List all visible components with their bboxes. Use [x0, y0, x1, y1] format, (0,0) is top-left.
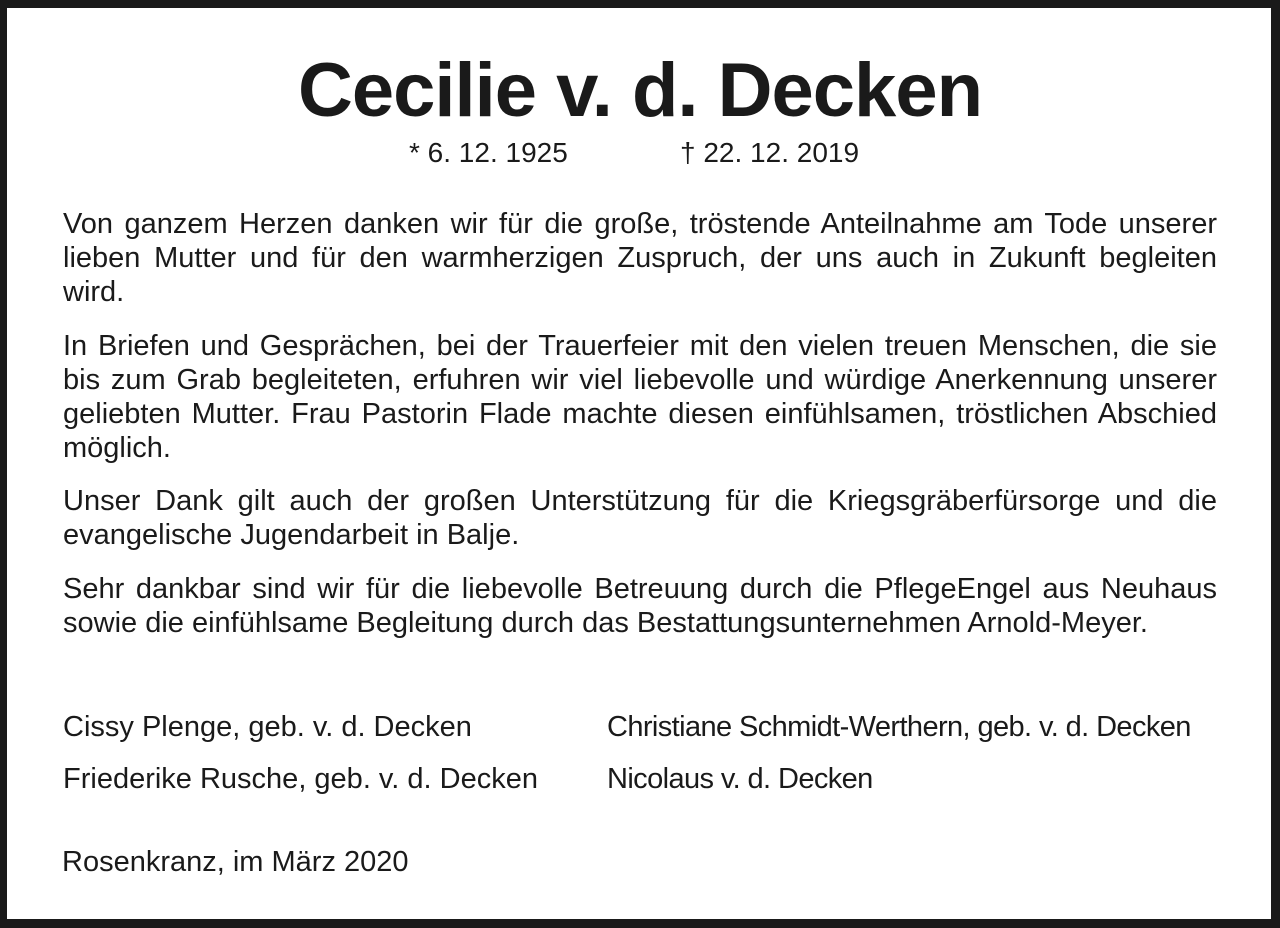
- deceased-name: Cecilie v. d. Decken: [297, 48, 983, 133]
- birth-date: * 6. 12. 1925: [409, 137, 568, 168]
- signatory: Nicolaus v. d. Decken: [607, 763, 873, 795]
- place-and-date: Rosenkranz, im März 2020: [62, 846, 409, 878]
- support-paragraph: Unser Dank gilt auch der großen Unterstützung für die Kriegsgräberfürsorge und die evangelische Jugendarbeit in Balje.: [63, 485, 1217, 551]
- funeral-paragraph: In Briefen und Gesprächen, bei der Trauerfeier mit den vielen treuen Menschen, die sie bis zum Grab begleiteten, erfuhren wir viel liebevolle und würdige Anerkennung unserer geliebten Mutter. Frau Pastorin Flade machte diesen einfühlsamen, tröstlichen Abschied möglich.: [63, 330, 1217, 464]
- thanks-paragraph: Von ganzem Herzen danken wir für die große, tröstende Anteilnahme am Tode unserer lieben Mutter und für den warmherzigen Zuspruch, der uns auch in Zukunft begleiten wird.: [63, 208, 1217, 308]
- signatory: Christiane Schmidt-Werthern, geb. v. d. Decken: [607, 711, 1191, 743]
- signatory: Cissy Plenge, geb. v. d. Decken: [63, 711, 472, 743]
- signatory: Friederike Rusche, geb. v. d. Decken: [63, 763, 538, 795]
- death-date: † 22. 12. 2019: [680, 137, 860, 168]
- care-paragraph: Sehr dankbar sind wir für die liebevolle Betreuung durch die PflegeEngel aus Neuhaus sowie die einfühlsame Begleitung durch das Bestattungsunternehmen Arnold-Meyer.: [63, 573, 1217, 639]
